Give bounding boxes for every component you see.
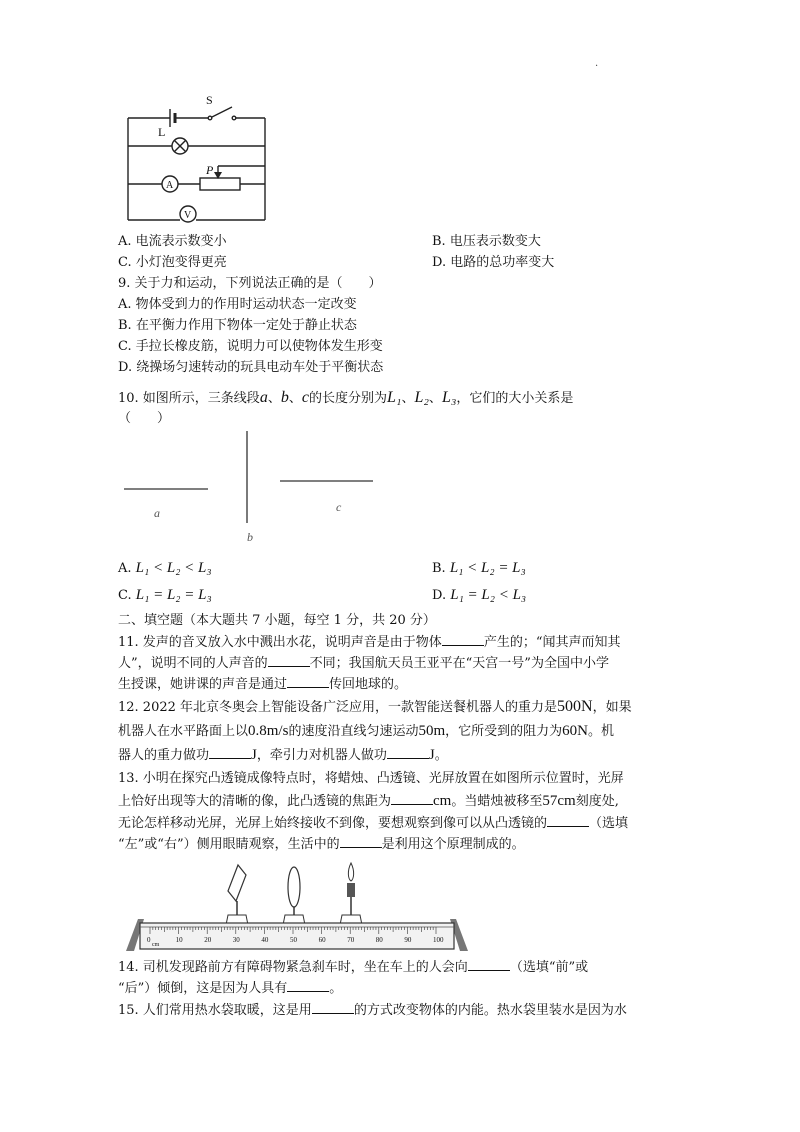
q10-option-a: A. L₁ < L₂ < L₃: [118, 560, 212, 576]
q11-line-1: 11. 发声的音叉放入水中溅出水花，说明声音是由于物体 产生的；“闻其声而知其: [118, 635, 621, 650]
lamp-label: L: [158, 125, 166, 139]
q15-line-1: 15. 人们常用热水袋取暖，这是用 的方式改变物体的内能。热水袋里装水是因为水: [118, 1003, 627, 1018]
circuit-diagram: [118, 92, 278, 224]
q9-option-b: B. 在平衡力作用下物体一定处于静止状态: [118, 318, 357, 333]
q13-blank-3[interactable]: [340, 835, 382, 848]
section-2-heading: 二、填空题（本大题共 7 小题，每空 1 分，共 20 分）: [118, 613, 436, 628]
segment-a-label: a: [154, 506, 160, 520]
q8-option-a: A. 电流表示数变小: [118, 234, 227, 249]
q14-line-2: “后”）倾倒，这是因为人具有 。: [118, 981, 343, 996]
q14-blank-1[interactable]: [468, 958, 510, 971]
q13-line-1: 13. 小明在探究凸透镜成像特点时，将蜡烛、凸透镜、光屏放置在如图所示位置时，光屏: [118, 771, 624, 786]
switch-label: S: [206, 93, 213, 107]
q9-stem: 9. 关于力和运动，下列说法正确的是（ ）: [118, 276, 382, 291]
q13-blank-2[interactable]: [547, 814, 589, 827]
q8-option-c: C. 小灯泡变得更亮: [118, 255, 227, 270]
slider-label: P: [206, 163, 214, 177]
q12-line-1: 12. 2022 年北京冬奥会上智能设备广泛应用，一款智能送餐机器人的重力是500N，如果: [118, 698, 632, 715]
q12-line-3: 器人的重力做功 J，牵引力对机器人做功 J。: [118, 747, 448, 763]
q12-line-2: 机器人在水平路面上以0.8m/s的速度沿直线匀速运动50m，它所受到的阻力为60N。机: [118, 723, 615, 739]
segment-c-label: c: [336, 500, 342, 514]
q11-blank-1[interactable]: [442, 633, 484, 646]
voltmeter-label: V: [184, 210, 192, 221]
q9-option-d: D. 绕操场匀速转动的玩具电动车处于平衡状态: [118, 360, 384, 375]
bench-tick-label: 0: [147, 936, 151, 944]
q11-line-3: 生授课，她讲课的声音是通过 传回地球的。: [118, 677, 408, 692]
ammeter-label: A: [166, 180, 174, 191]
segment-b-label: b: [247, 530, 253, 544]
q8-option-d: D. 电路的总功率变大: [432, 255, 555, 270]
bench-tick-label: 80: [375, 936, 383, 944]
three-segments-figure: [118, 425, 388, 550]
q11-blank-3[interactable]: [287, 675, 329, 688]
q10-option-b: B. L₁ < L₂ = L₃: [432, 560, 526, 576]
q9-option-a: A. 物体受到力的作用时运动状态一定改变: [118, 297, 357, 312]
q15-blank-1[interactable]: [312, 1001, 354, 1014]
q8-option-b: B. 电压表示数变大: [432, 234, 541, 249]
bench-unit-label: cm: [152, 942, 160, 948]
bench-tick-label: 30: [232, 936, 240, 944]
bench-tick-label: 50: [290, 936, 297, 944]
optical-bench-figure: [122, 857, 472, 955]
q11-blank-2[interactable]: [268, 654, 310, 667]
bench-tick-label: 70: [347, 936, 355, 944]
q12-blank-1[interactable]: [209, 746, 251, 759]
q13-line-4: “左”或“右”）侧用眼睛观察，生活中的 是利用这个原理制成的。: [118, 837, 525, 852]
page-corner-mark: .: [595, 58, 599, 69]
q14-line-1: 14. 司机发现路前方有障碍物紧急刹车时，坐在车上的人会向 （选填“前”或: [118, 960, 589, 975]
q10-stem: 10. 如图所示，三条线段a、b、c的长度分别为L₁、L₂、L₃，它们的大小关系是: [118, 389, 574, 406]
q13-line-3: 无论怎样移动光屏，光屏上始终接收不到像，要想观察到像可以从凸透镜的 （选填: [118, 816, 629, 831]
bench-tick-label: 100: [433, 936, 444, 944]
q9-option-c: C. 手拉长橡皮筋，说明力可以使物体发生形变: [118, 339, 383, 354]
q10-paren: （ ）: [118, 411, 171, 426]
q10-option-c: C. L₁ = L₂ = L₃: [118, 587, 212, 603]
bench-tick-label: 90: [404, 936, 412, 944]
bench-tick-label: 40: [261, 936, 269, 944]
q10-option-d: D. L₁ = L₂ < L₃: [432, 587, 527, 603]
bench-tick-label: 10: [175, 936, 183, 944]
bench-tick-label: 60: [318, 936, 326, 944]
q12-blank-2[interactable]: [387, 746, 429, 759]
q11-line-2: 人”，说明不同的人声音的 不同；我国航天员王亚平在“天宫一号”为全国中小学: [118, 656, 609, 671]
q14-blank-2[interactable]: [287, 979, 329, 992]
q13-blank-1[interactable]: [391, 792, 433, 805]
q13-line-2: 上恰好出现等大的清晰的像，此凸透镜的焦距为 cm。当蜡烛被移至57cm刻度处,: [118, 793, 619, 809]
bench-tick-label: 20: [204, 936, 212, 944]
